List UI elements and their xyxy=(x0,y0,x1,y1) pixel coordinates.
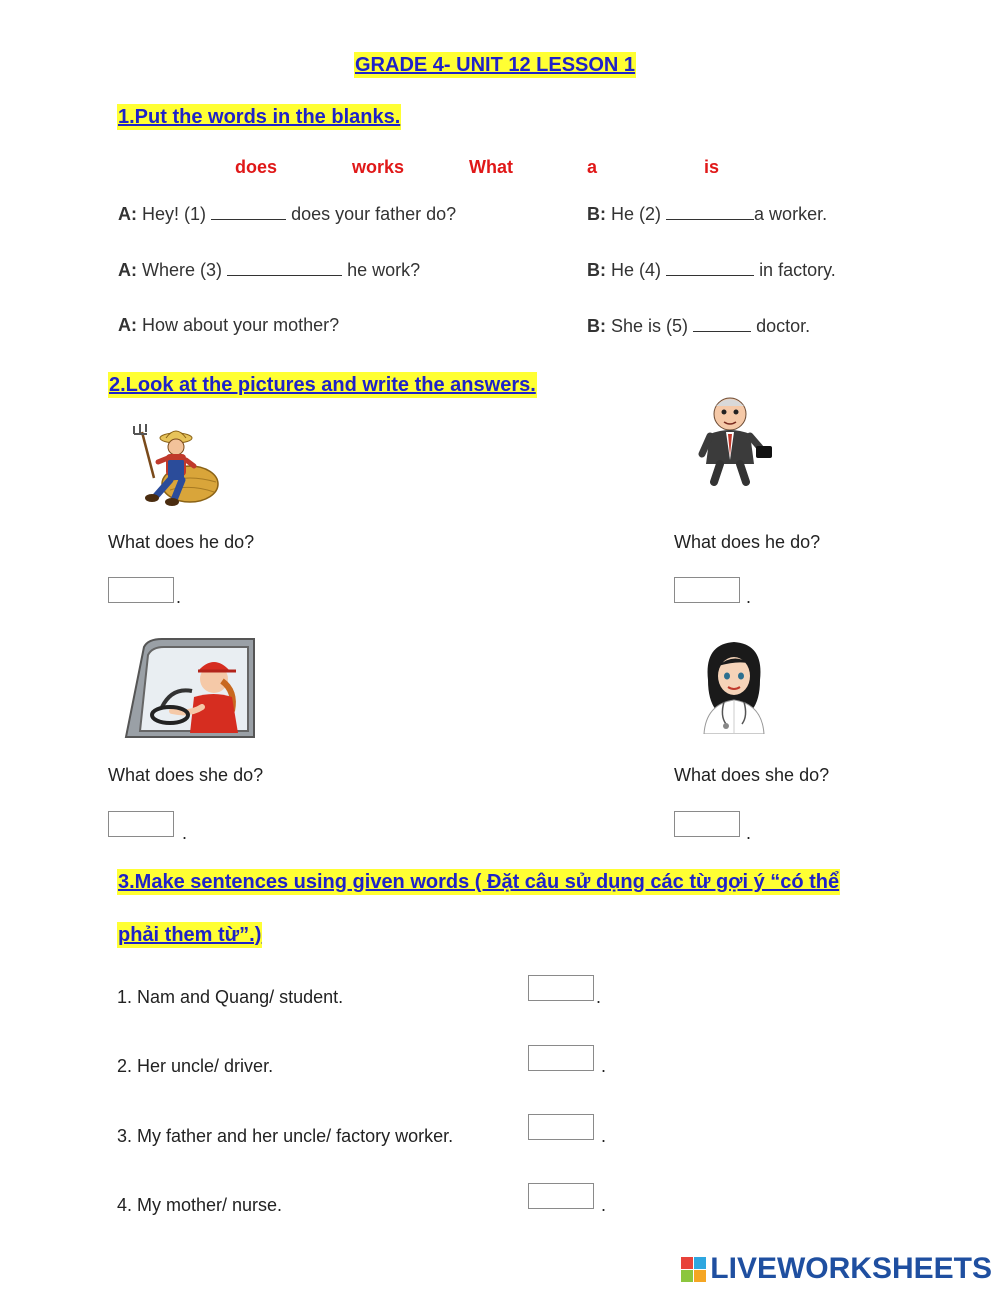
speaker-label: B: xyxy=(587,204,606,224)
speaker-label: A: xyxy=(118,204,137,224)
logo-mark-icon xyxy=(681,1257,706,1282)
period-mark: . xyxy=(176,587,182,607)
sentence-input-3[interactable] xyxy=(528,1114,594,1140)
word-bank-item: works xyxy=(352,157,405,177)
question-text: What does she do? xyxy=(674,765,830,785)
dialogue-text: He (4) xyxy=(611,260,662,280)
dialogue-line-a1 xyxy=(118,201,456,226)
dialogue-text: he work? xyxy=(347,260,421,280)
period-mark: . xyxy=(746,823,752,843)
dialogue-line-a3 xyxy=(118,313,339,337)
answer-input-4[interactable] xyxy=(674,811,740,837)
blank-2-input[interactable] xyxy=(666,201,754,220)
dialogue-text: She is (5) xyxy=(611,316,689,336)
answer-input-2[interactable] xyxy=(674,577,740,603)
dialogue-text: in factory. xyxy=(759,260,836,280)
period-mark: . xyxy=(182,823,188,843)
speaker-label: B: xyxy=(587,260,606,280)
prompt-text: 2. Her uncle/ driver. xyxy=(117,1056,274,1076)
question-text: What does he do? xyxy=(674,532,821,552)
prompt-text: 4. My mother/ nurse. xyxy=(117,1195,283,1215)
dialogue-text: does your father do? xyxy=(291,204,457,224)
period-mark: . xyxy=(601,1195,607,1215)
question-text: What does she do? xyxy=(108,765,264,785)
dialogue-text: Hey! (1) xyxy=(142,204,207,224)
prompt-text: 3. My father and her uncle/ factory worker. xyxy=(117,1126,454,1146)
dialogue-text: He (2) xyxy=(611,204,662,224)
dialogue-line-b3 xyxy=(587,313,810,338)
dialogue-text: a worker. xyxy=(754,204,828,224)
blank-4-input[interactable] xyxy=(666,257,754,276)
answer-input-1[interactable] xyxy=(108,577,174,603)
blank-3-input[interactable] xyxy=(227,257,342,276)
section3-heading-line1: 3.Make sentences using given words ( Đặt câu sử dụng các từ gợi ý “có thể xyxy=(118,871,840,893)
speaker-label: A: xyxy=(118,260,137,280)
dialogue-line-a2 xyxy=(118,257,420,282)
word-bank-item: does xyxy=(235,157,278,177)
period-mark: . xyxy=(746,587,752,607)
section1-heading: 1.Put the words in the blanks. xyxy=(118,106,401,128)
liveworksheets-logo xyxy=(681,1252,992,1286)
page-title: GRADE 4- UNIT 12 LESSON 1 xyxy=(355,54,636,76)
period-mark: . xyxy=(601,1056,607,1076)
word-bank-item: a xyxy=(587,157,598,177)
logo-text: LIVEWORKSHEETS xyxy=(710,1252,992,1285)
dialogue-text: Where (3) xyxy=(142,260,223,280)
driver-picture xyxy=(122,637,256,739)
speaker-label: B: xyxy=(587,316,606,336)
prompt-text: 1. Nam and Quang/ student. xyxy=(117,987,344,1007)
dialogue-text: doctor. xyxy=(756,316,811,336)
doctor-picture xyxy=(698,640,770,734)
blank-1-input[interactable] xyxy=(211,201,286,220)
period-mark: . xyxy=(596,987,602,1007)
section3-heading-line2: phải them từ”.) xyxy=(118,924,262,946)
word-bank-item: is xyxy=(704,157,720,177)
word-bank-item: What xyxy=(469,157,513,177)
speaker-label: A: xyxy=(118,315,137,335)
farmer-picture xyxy=(128,422,220,508)
period-mark: . xyxy=(601,1126,607,1146)
answer-input-3[interactable] xyxy=(108,811,174,837)
dialogue-line-b1 xyxy=(587,201,827,226)
blank-5-input[interactable] xyxy=(693,313,751,332)
sentence-input-4[interactable] xyxy=(528,1183,594,1209)
question-text: What does he do? xyxy=(108,532,255,552)
businessman-picture xyxy=(696,392,776,486)
section2-heading: 2.Look at the pictures and write the answers. xyxy=(109,374,536,396)
sentence-input-1[interactable] xyxy=(528,975,594,1001)
sentence-input-2[interactable] xyxy=(528,1045,594,1071)
dialogue-text: How about your mother? xyxy=(142,315,340,335)
dialogue-line-b2 xyxy=(587,257,836,282)
